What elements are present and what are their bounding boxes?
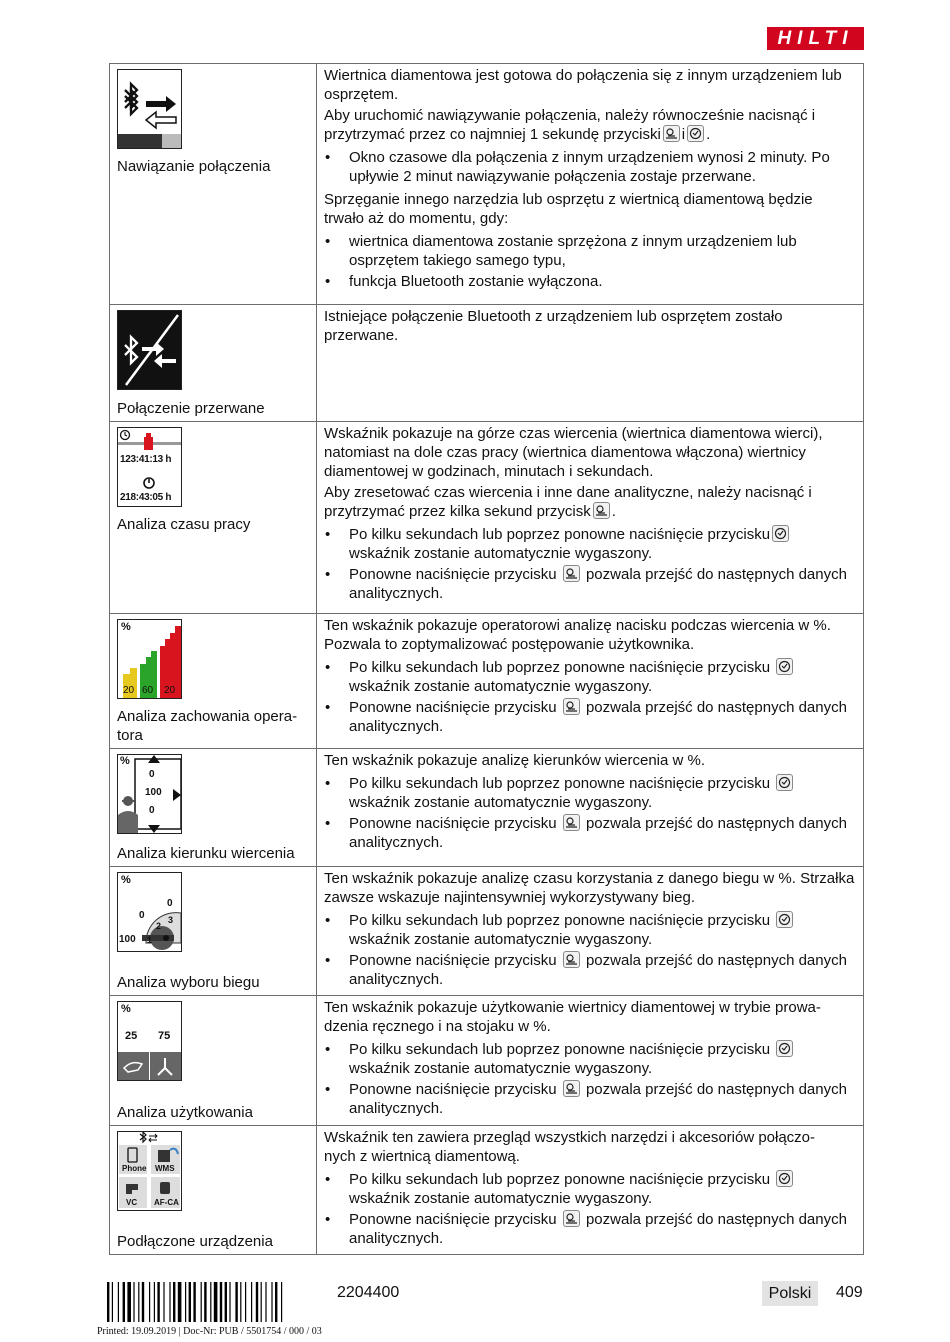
list-item: • Ponowne naciśnięcie przycisku pozwala przejść do następnych danych analitycznych. [324, 951, 856, 989]
table-row [110, 996, 864, 1126]
gear-2-label: 2 [156, 921, 162, 931]
row-label: Analiza wyboru biegu [117, 974, 260, 991]
reset-button-icon [776, 1040, 793, 1057]
list-item: • Ponowne naciśnięcie przycisku pozwala przejść do następnych danych analitycznych. [324, 565, 856, 603]
analytics-button-icon [593, 502, 610, 519]
row-label: Analiza kierunku wiercenia [117, 845, 295, 862]
bullet-list [324, 1170, 856, 1248]
row-label: Analiza użytkowania [117, 1104, 253, 1121]
table-row [110, 867, 864, 996]
row-label: Podłączone urządzenia [117, 1233, 273, 1250]
description-text: Wskaźnik pokazuje na górze czas wiercenia (wiertnica diamentowa wierci), natomiast na dole czas pracy (wiertnica diamentowa włączona) wiertnicy diamentowej w godzinach, minutach i sekundach. [324, 425, 823, 480]
document-code: 2204400 [337, 1284, 400, 1301]
description-text: Wskaźnik ten zawiera przegląd wszystkich narzędzi i akcesoriów połączo- nych z wiertnicą diamentową. [324, 1129, 816, 1165]
row-label-cell [110, 614, 317, 749]
table-row [110, 64, 864, 305]
analytics-button-icon [563, 1080, 580, 1097]
drilling-direction-icon [117, 754, 182, 834]
row-description-cell [317, 1126, 864, 1255]
language-label: Polski [762, 1281, 818, 1306]
device-phone-label: Phone [122, 1164, 147, 1173]
direction-up-value: 0 [149, 769, 155, 780]
row-label: Analiza zachowania opera- tora [117, 708, 298, 744]
list-item: • Okno czasowe dla połączenia z innym urządzeniem wynosi 2 minuty. Po upływie 2 minut nawiązywanie połączenia zostaje przerwane. [324, 148, 856, 186]
bluetooth-disconnected-icon [117, 310, 182, 390]
bullet-list [324, 774, 856, 852]
table-row [110, 614, 864, 749]
device-vc-label: VC [126, 1198, 138, 1207]
row-label-cell [110, 996, 317, 1126]
reset-button-icon [776, 774, 793, 791]
list-item: • Ponowne naciśnięcie przycisku pozwala przejść do następnych danych analitycznych. [324, 814, 856, 852]
analytics-button-icon [563, 565, 580, 582]
gear-selection-icon [117, 872, 182, 952]
bullet-list [324, 148, 856, 186]
bullet-list [324, 1040, 856, 1118]
percent-label: % [120, 755, 130, 767]
bullet-list [324, 911, 856, 989]
list-item: • Ponowne naciśnięcie przycisku pozwala przejść do następnych danych analitycznych. [324, 1210, 856, 1248]
row-description-cell [317, 867, 864, 996]
row-label: Analiza czasu pracy [117, 516, 251, 533]
analytics-button-icon [563, 1210, 580, 1227]
device-wms-label: WMS [155, 1164, 175, 1173]
drilling-time-value: 123:41:13 h [120, 454, 172, 465]
operator-behavior-icon [117, 619, 182, 699]
analytics-button-icon [563, 698, 580, 715]
gear-2-value: 0 [139, 910, 145, 921]
description-text: Sprzęganie innego narzędzia lub osprzętu z wiertnicą diamentową będzie trwało aż do momentu, gdy: [324, 191, 813, 227]
device-afca-label: AF-CA [154, 1198, 179, 1207]
direction-down-value: 0 [149, 805, 155, 816]
row-label-cell [110, 1126, 317, 1255]
operating-time-icon [117, 427, 182, 507]
value-mid: 60 [142, 685, 154, 696]
reset-button-icon [776, 658, 793, 675]
table-row [110, 422, 864, 614]
value-low: 20 [123, 685, 135, 696]
reset-button-icon [776, 911, 793, 928]
connected-devices-icon [117, 1131, 182, 1211]
value-high: 20 [164, 685, 176, 696]
stand-value: 75 [158, 1030, 171, 1042]
table-row [110, 1126, 864, 1255]
direction-horizontal-value: 100 [145, 787, 162, 798]
gear-1-label: 1 [147, 935, 153, 945]
analytics-button-icon [663, 125, 680, 142]
percent-label: % [121, 621, 131, 633]
list-item: • Po kilku sekundach lub poprzez ponowne naciśnięcie przycisku wskaźnik zostanie automatycznie wygaszony. [324, 774, 856, 812]
row-description-cell [317, 422, 864, 614]
row-description-cell [317, 614, 864, 749]
list-item: • Po kilku sekundach lub poprzez ponowne naciśnięcie przycisku wskaźnik zostanie automatycznie wygaszony. [324, 525, 856, 563]
list-item: • Po kilku sekundach lub poprzez ponowne naciśnięcie przycisku wskaźnik zostanie automatycznie wygaszony. [324, 1040, 856, 1078]
bullet-list [324, 232, 856, 291]
analytics-button-icon [563, 951, 580, 968]
row-description-cell [317, 749, 864, 867]
indicator-table [109, 63, 864, 1255]
handheld-value: 25 [125, 1030, 138, 1042]
description-text: Aby zresetować czas wiercenia i inne dane analityczne, należy nacisnąć i przytrzymać przez kilka sekund przycisk . [324, 484, 812, 520]
bluetooth-pairing-icon [117, 69, 182, 149]
row-label-cell [110, 422, 317, 614]
list-item: • Po kilku sekundach lub poprzez ponowne naciśnięcie przycisku wskaźnik zostanie automatycznie wygaszony. [324, 911, 856, 949]
row-label-cell [110, 749, 317, 867]
description-text: Ten wskaźnik pokazuje operatorowi analizę nacisku podczas wiercenia w %. Pozwala to zoptymalizować postępowanie użytkownika. [324, 617, 831, 653]
list-item: • wiertnica diamentowa zostanie sprzężona z innym urządzeniem lub osprzętem takiego samego typu, [324, 232, 856, 270]
row-description-cell [317, 305, 864, 422]
row-description-cell [317, 64, 864, 305]
description-text: Wiertnica diamentowa jest gotowa do połączenia się z innym urządzeniem lub osprzętem. [324, 67, 842, 103]
description-text: Istniejące połączenie Bluetooth z urządzeniem lub osprzętem zostało przerwane. [324, 308, 783, 344]
print-info: Printed: 19.09.2019 | Doc-Nr: PUB / 5501754 / 000 / 03 [97, 1326, 322, 1337]
usage-analysis-icon [117, 1001, 182, 1081]
reset-button-icon [772, 525, 789, 542]
gear-3-value: 0 [167, 898, 173, 909]
list-item: • Ponowne naciśnięcie przycisku pozwala przejść do następnych danych analitycznych. [324, 698, 856, 736]
description-text: Ten wskaźnik pokazuje analizę kierunków wiercenia w %. [324, 752, 706, 769]
description-text: Aby uruchomić nawiązywanie połączenia, należy równocześnie nacisnąć i przytrzymać przez co najmniej 1 sekundę przyciski i . [324, 107, 816, 143]
list-item: • Ponowne naciśnięcie przycisku pozwala przejść do następnych danych analitycznych. [324, 1080, 856, 1118]
percent-label: % [121, 1003, 131, 1015]
row-label: Połączenie przerwane [117, 400, 265, 417]
row-label: Nawiązanie połączenia [117, 158, 271, 175]
list-item: • Po kilku sekundach lub poprzez ponowne naciśnięcie przycisku wskaźnik zostanie automatycznie wygaszony. [324, 1170, 856, 1208]
row-label-cell [110, 64, 317, 305]
row-label-cell [110, 867, 317, 996]
description-text: Ten wskaźnik pokazuje użytkowanie wiertnicy diamentowej w trybie prowa- dzenia ręcznego i na stojaku w %. [324, 999, 821, 1035]
reset-button-icon [776, 1170, 793, 1187]
list-item: • funkcja Bluetooth zostanie wyłączona. [324, 272, 856, 291]
table-row [110, 749, 864, 867]
barcode [107, 1282, 325, 1322]
hilti-logo [767, 27, 864, 50]
table-row [110, 305, 864, 422]
percent-label: % [121, 874, 131, 886]
reset-button-icon [687, 125, 704, 142]
description-text: Ten wskaźnik pokazuje analizę czasu korzystania z danego biegu w %. Strzałka zawsze wskazuje najintensywniej wykorzystywany bieg. [324, 870, 855, 906]
page-number: 409 [836, 1284, 863, 1301]
list-item: • Po kilku sekundach lub poprzez ponowne naciśnięcie przycisku wskaźnik zostanie automatycznie wygaszony. [324, 658, 856, 696]
analytics-button-icon [563, 814, 580, 831]
bullet-list [324, 658, 856, 736]
logo-text: HILTI [777, 28, 854, 49]
gear-1-value: 100 [119, 934, 136, 945]
operating-time-value: 218:43:05 h [120, 492, 172, 503]
row-description-cell [317, 996, 864, 1126]
bullet-list [324, 525, 856, 603]
row-label-cell [110, 305, 317, 422]
gear-3-label: 3 [168, 915, 174, 925]
